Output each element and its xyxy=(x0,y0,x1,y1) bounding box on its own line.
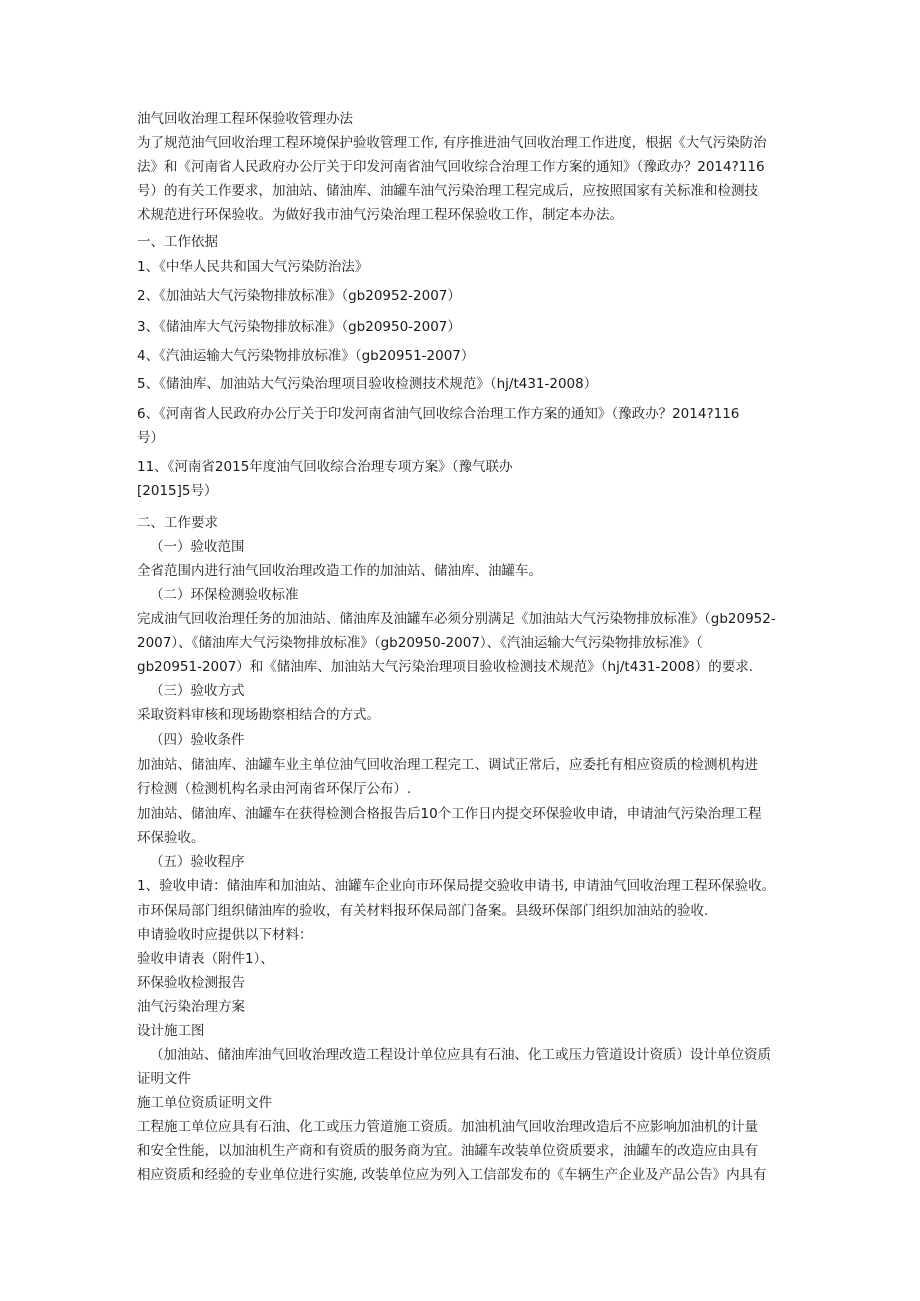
subsection-heading: （四）验收条件 xyxy=(150,732,245,748)
list-item: 3、《储油库大气污染物排放标准》（gb20950-2007） xyxy=(137,319,461,335)
subsection-heading: （三）验收方式 xyxy=(150,683,245,699)
list-item: 11、《河南省2015年度油气回收综合治理专项方案》（豫气联办 xyxy=(137,459,513,475)
intro-line: 法》和《河南省人民政府办公厅关于印发河南省油气回收综合治理工作方案的通知》（豫政办？2014?116 xyxy=(137,159,765,175)
body-line: 申请验收时应提供以下材料： xyxy=(137,927,313,943)
body-line: 环保验收。 xyxy=(137,830,205,846)
body-line: 证明文件 xyxy=(137,1071,191,1087)
body-line: gb20951-2007）和《储油库、加油站大气污染治理项目验收检测技术规范》（hj/t431-2008）的要求. xyxy=(137,659,753,675)
body-line: 设计施工图 xyxy=(137,1023,205,1039)
body-line: 施工单位资质证明文件 xyxy=(137,1095,272,1111)
list-item: [2015]5号） xyxy=(137,483,218,499)
body-line: 和安全性能，以加油机生产商和有资质的服务商为宜。油罐车改装单位资质要求，油罐车的改造应由具有 xyxy=(137,1143,758,1159)
body-line: 验收申请表（附件1）、 xyxy=(137,951,274,967)
list-item: 2、《加油站大气污染物排放标准》（gb20952-2007） xyxy=(137,288,461,304)
subsection-heading: （一）验收范围 xyxy=(150,539,245,555)
section-heading: 一、工作依据 xyxy=(137,234,218,250)
list-item: 号） xyxy=(137,430,164,446)
body-line: 2007）、《储油库大气污染物排放标准》（gb20950-2007）、《汽油运输大气污染物排放标准》（ xyxy=(137,635,703,651)
list-item: 1、《中华人民共和国大气污染防治法》 xyxy=(137,259,369,275)
doc-title: 油气回收治理工程环保验收管理办法 xyxy=(137,111,353,127)
subsection-heading: （二）环保检测验收标准 xyxy=(150,587,299,603)
intro-line: 为了规范油气回收治理工程环境保护验收管理工作, 有序推进油气回收治理工作进度，根据《大气污染防治 xyxy=(137,135,767,151)
body-line: 采取资料审核和现场勘察相结合的方式。 xyxy=(137,707,380,723)
body-line: 行检测（检测机构名录由河南省环保厅公布）. xyxy=(137,781,412,797)
list-item: 4、《汽油运输大气污染物排放标准》（gb20951-2007） xyxy=(137,348,475,364)
body-line: 市环保局部门组织储油库的验收，有关材料报环保局部门备案。县级环保部门组织加油站的验收. xyxy=(137,903,709,919)
body-line: 油气污染治理方案 xyxy=(137,999,245,1015)
intro-line: 号）的有关工作要求，加油站、储油库、油罐车油气污染治理工程完成后，应按照国家有关标准和检测技 xyxy=(137,183,758,199)
subsection-heading: （五）验收程序 xyxy=(150,854,245,870)
intro-line: 术规范进行环保验收。为做好我市油气污染治理工程环保验收工作，制定本办法。 xyxy=(137,207,623,223)
body-line: 加油站、储油库、油罐车业主单位油气回收治理工程完工、调试正常后，应委托有相应资质的检测机构进 xyxy=(137,757,758,773)
body-line: 相应资质和经验的专业单位进行实施, 改装单位应为列入工信部发布的《车辆生产企业及产品公告》内具有 xyxy=(137,1167,767,1183)
body-line: 环保验收检测报告 xyxy=(137,975,245,991)
body-line: （加油站、储油库油气回收治理改造工程设计单位应具有石油、化工或压力管道设计资质）设计单位资质 xyxy=(150,1047,771,1063)
body-line: 1、验收申请：储油库和加油站、油罐车企业向市环保局提交验收申请书, 申请油气回收治理工程环保验收。 xyxy=(137,878,776,894)
section-heading: 二、工作要求 xyxy=(137,515,218,531)
list-item: 5、《储油库、加油站大气污染治理项目验收检测技术规范》（hj/t431-2008） xyxy=(137,376,598,392)
body-line: 完成油气回收治理任务的加油站、储油库及油罐车必须分别满足《加油站大气污染物排放标准》（gb20952- xyxy=(137,611,776,627)
list-item: 6、《河南省人民政府办公厅关于印发河南省油气回收综合治理工作方案的通知》（豫政办？2014?116 xyxy=(137,406,740,422)
body-line: 工程施工单位应具有石油、化工或压力管道施工资质。加油机油气回收治理改造后不应影响加油机的计量 xyxy=(137,1119,758,1135)
body-line: 加油站、储油库、油罐车在获得检测合格报告后10个工作日内提交环保验收申请，申请油气污染治理工程 xyxy=(137,806,762,822)
body-line: 全省范围内进行油气回收治理改造工作的加油站、储油库、油罐车。 xyxy=(137,563,542,579)
